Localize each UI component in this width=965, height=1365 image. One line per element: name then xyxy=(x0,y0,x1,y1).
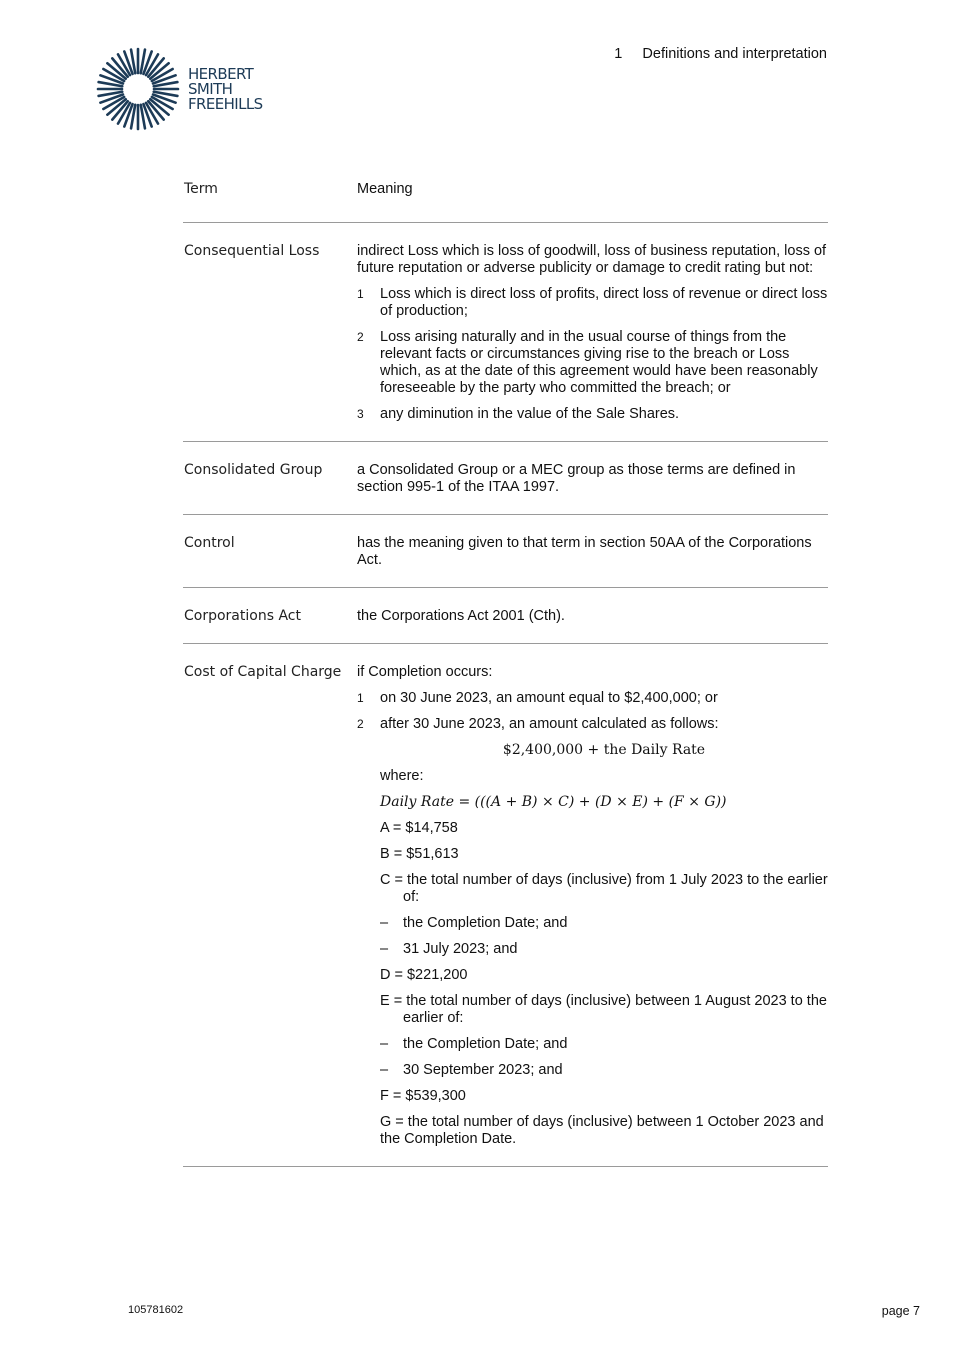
term-corporations-act: Corporations Act xyxy=(184,608,301,624)
table-row xyxy=(183,223,828,442)
list-text: the Completion Date; and xyxy=(403,1036,568,1052)
list-text: on 30 June 2023, an amount equal to $2,400,000; or xyxy=(380,690,718,706)
list-item xyxy=(380,1062,828,1079)
company-logo xyxy=(96,46,263,132)
list-item xyxy=(357,329,828,397)
list-text: 31 July 2023; and xyxy=(403,941,518,957)
sunburst-logo-icon xyxy=(96,46,180,132)
where-label: where: xyxy=(380,768,424,784)
list-text: the Completion Date; and xyxy=(403,915,568,931)
dash-bullet: – xyxy=(380,1062,389,1078)
company-name: HERBERT SMITH FREEHILLS xyxy=(188,64,263,113)
table-header-row xyxy=(183,176,828,223)
list-number: 3 xyxy=(357,407,364,421)
term-consolidated-group: Consolidated Group xyxy=(184,462,323,478)
section-title: Definitions and interpretation xyxy=(642,46,827,62)
list-number: 2 xyxy=(357,330,364,344)
variable-b: B = $51,613 xyxy=(380,846,459,862)
meaning-corporations-act: the Corporations Act 2001 (Cth). xyxy=(357,608,565,624)
charge-formula: $2,400,000 + the Daily Rate xyxy=(502,742,706,758)
definition-text: indirect Loss which is loss of goodwill, loss of business reputation, loss of future reputation or adverse publicity or damage to credit rating but not: xyxy=(357,243,827,276)
list-text: after 30 June 2023, an amount calculated as follows: xyxy=(380,716,719,732)
variable-a: A = $14,758 xyxy=(380,820,458,836)
list-text: any diminution in the value of the Sale Shares. xyxy=(380,406,680,422)
table-row xyxy=(183,442,828,515)
column-header-meaning: Meaning xyxy=(357,181,413,197)
list-number: 1 xyxy=(357,691,364,705)
meaning-consolidated-group: a Consolidated Group or a MEC group as those terms are defined in section 995-1 of the ITAA 1997. xyxy=(357,462,796,495)
variable-c: C = the total number of days (inclusive) from 1 July 2023 to the earlier of: xyxy=(380,872,828,905)
meaning-control: has the meaning given to that term in section 50AA of the Corporations Act. xyxy=(357,535,812,568)
list-item xyxy=(380,941,828,958)
list-text: Loss arising naturally and in the usual course of things from the relevant facts or circumstances giving rise to the breach or Loss which, as at the date of this agreement would have been reasonably foreseeable by the party who committed the breach; or xyxy=(380,329,818,396)
column-header-term: Term xyxy=(184,181,218,197)
meaning-consequential-loss xyxy=(357,243,828,423)
variable-d: D = $221,200 xyxy=(380,967,468,983)
list-item xyxy=(357,286,828,320)
daily-rate-formula: Daily Rate = (((A + B) × C) + (D × E) + (F × G)) xyxy=(380,794,727,810)
list-item xyxy=(357,406,828,423)
definitions-table xyxy=(183,176,828,1167)
section-number: 1 xyxy=(614,46,623,62)
list-item xyxy=(380,915,828,932)
list-item xyxy=(357,716,828,733)
table-row xyxy=(183,588,828,644)
list-number: 2 xyxy=(357,717,364,731)
dash-bullet: – xyxy=(380,915,389,931)
list-item xyxy=(380,1036,828,1053)
running-header xyxy=(614,46,827,62)
variable-f: F = $539,300 xyxy=(380,1088,466,1104)
term-control: Control xyxy=(184,535,235,551)
term-cost-of-capital-charge: Cost of Capital Charge xyxy=(184,664,342,680)
list-text: 30 September 2023; and xyxy=(403,1062,563,1078)
table-row xyxy=(183,644,828,1167)
definition-text: if Completion occurs: xyxy=(357,664,493,680)
list-item xyxy=(357,690,828,707)
variable-e: E = the total number of days (inclusive) between 1 August 2023 to the earlier of: xyxy=(380,993,827,1026)
dash-bullet: – xyxy=(380,1036,389,1052)
table-row xyxy=(183,515,828,588)
meaning-cost-of-capital-charge xyxy=(357,664,828,1148)
dash-bullet: – xyxy=(380,941,389,957)
variable-g: G = the total number of days (inclusive) between 1 October 2023 and the Completion Date. xyxy=(380,1114,824,1147)
list-number: 1 xyxy=(357,287,364,301)
document-id: 105781602 xyxy=(128,1304,184,1316)
term-consequential-loss: Consequential Loss xyxy=(184,243,320,259)
page-number: page 7 xyxy=(881,1304,920,1318)
list-text: Loss which is direct loss of profits, direct loss of revenue or direct loss of production; xyxy=(380,286,828,319)
